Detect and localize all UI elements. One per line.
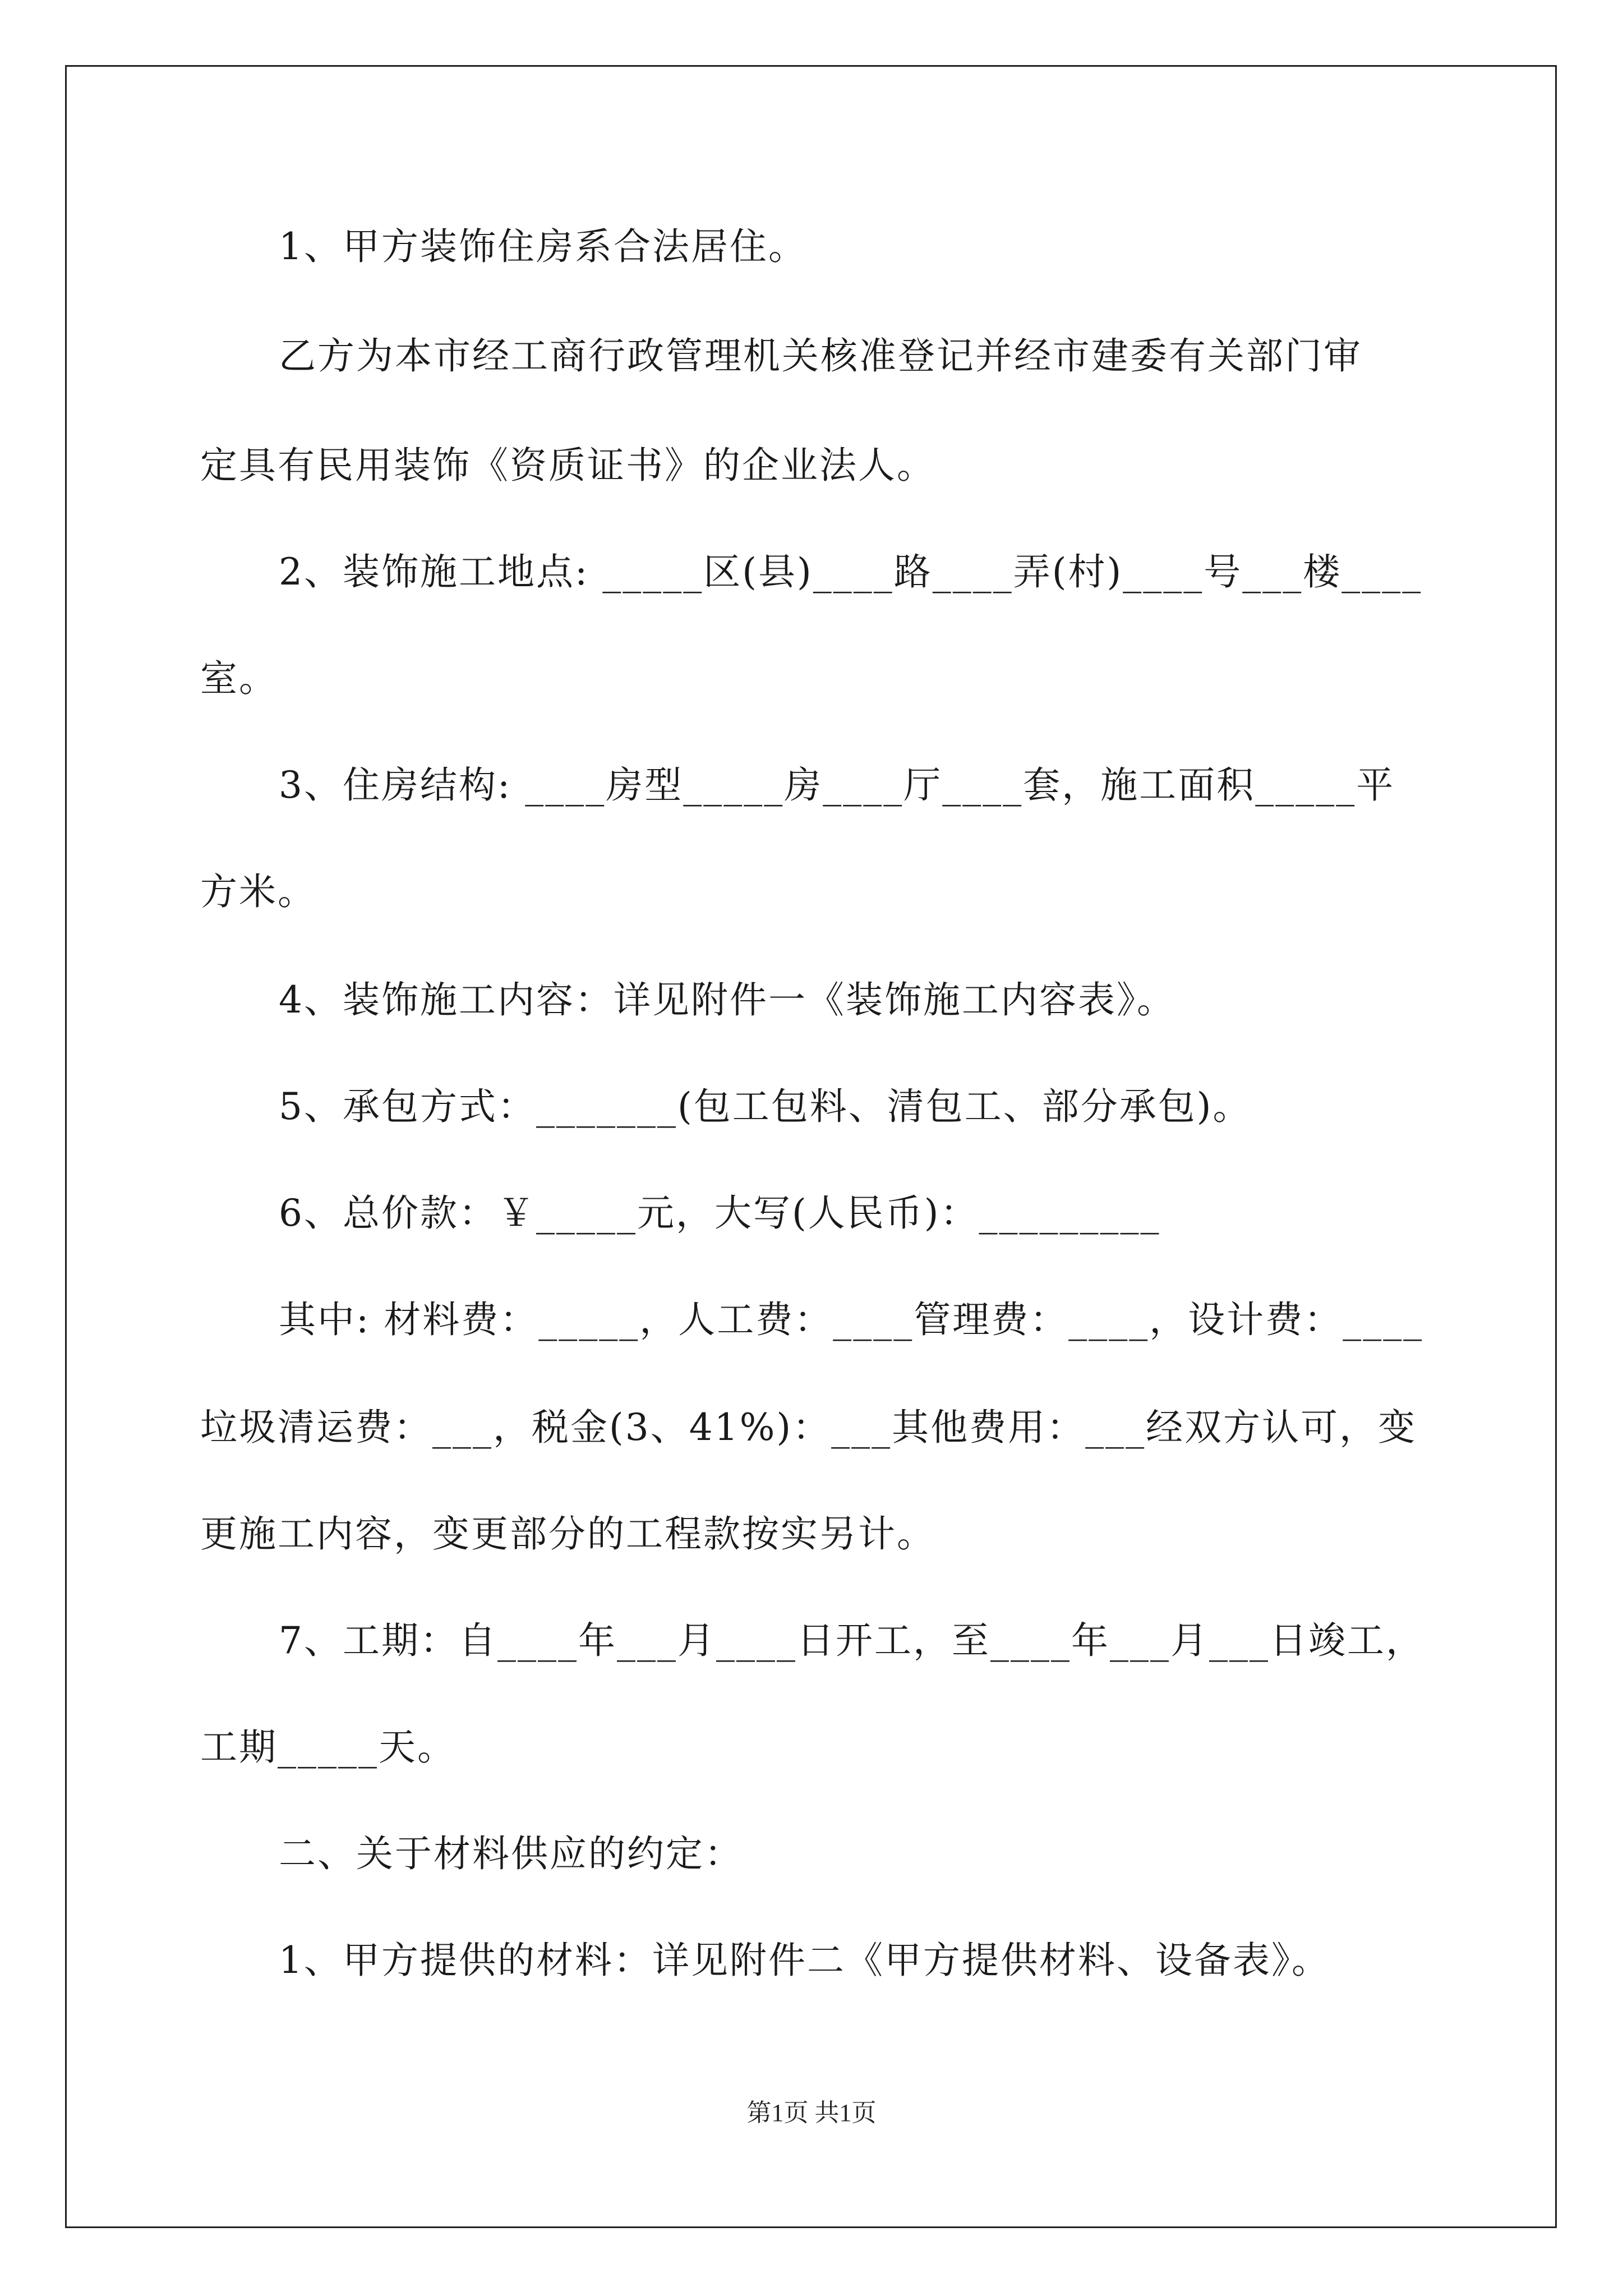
paragraph-line: 6、总价款：￥_____元，大写(人民币)：_________ (279, 1191, 1161, 1235)
paragraph-line: 方米。 (200, 870, 316, 913)
paragraph-line: 2、装饰施工地点: _____区(县)____路____弄(村)____号___楼____ (279, 550, 1423, 593)
section-heading: 二、关于材料供应的约定： (279, 1832, 743, 1875)
paragraph-line: 1、甲方装饰住房系合法居住。 (279, 225, 807, 268)
page-border (65, 65, 1557, 2228)
paragraph-line: 工期_____天。 (200, 1726, 456, 1769)
paragraph-line: 3、住房结构: ____房型_____房____厅____套，施工面积_____平 (279, 763, 1395, 807)
paragraph-line: 其中: 材料费：_____，人工费：____管理费：____，设计费：____ (279, 1298, 1424, 1341)
paragraph-line: 垃圾清运费：___，税金(3、41%)：___其他费用：___经双方认可，变 (200, 1406, 1417, 1449)
paragraph-line: 4、装饰施工内容：详见附件一《装饰施工内容表》。 (279, 978, 1175, 1022)
paragraph-line: 乙方为本市经工商行政管理机关核准登记并经市建委有关部门审 (279, 334, 1362, 378)
page-number-footer: 第1页 共1页 (746, 2099, 877, 2127)
paragraph-line: 定具有民用装饰《资质证书》的企业法人。 (200, 444, 935, 487)
paragraph-line: 7、工期：自____年___月____日开工，至____年___月___日竣工， (279, 1619, 1424, 1662)
paragraph-line: 更施工内容，变更部分的工程款按实另计。 (200, 1512, 935, 1556)
paragraph-line: 室。 (200, 657, 278, 700)
paragraph-line: 5、承包方式：_______(包工包料、清包工、部分承包)。 (279, 1085, 1252, 1128)
paragraph-line: 1、甲方提供的材料：详见附件二《甲方提供材料、设备表》。 (279, 1939, 1330, 1982)
